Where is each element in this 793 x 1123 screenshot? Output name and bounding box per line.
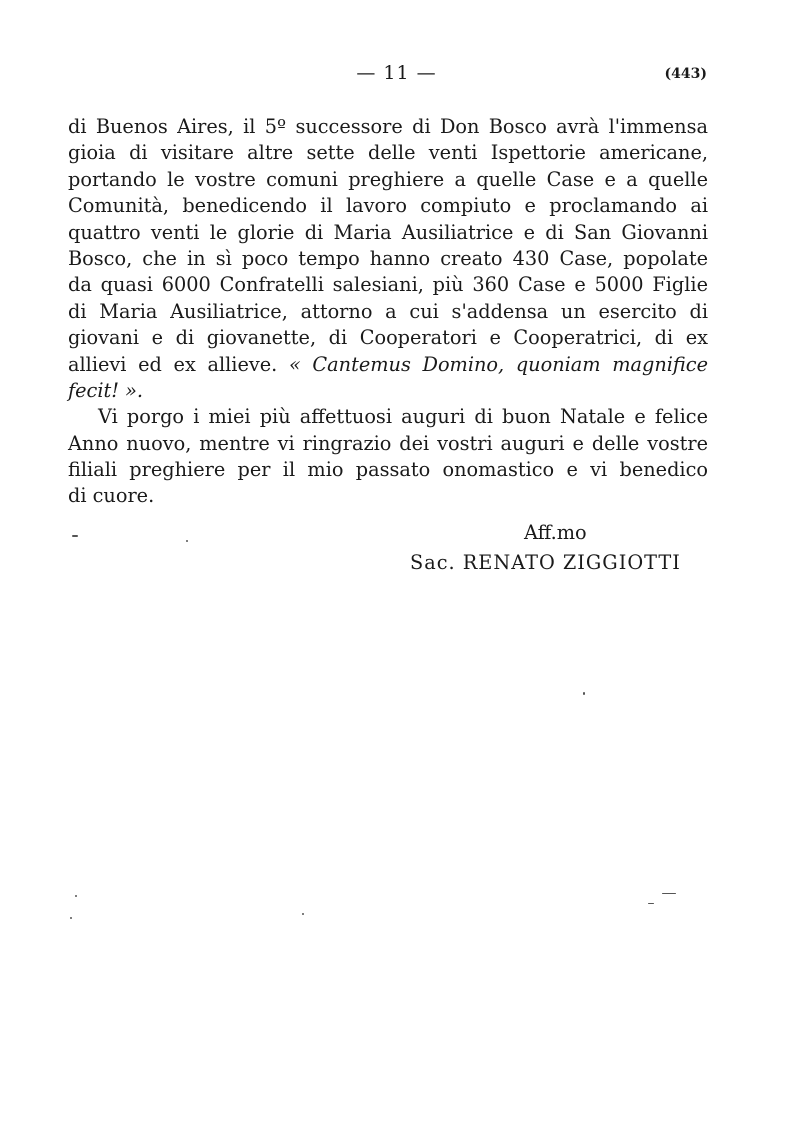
text-line: da quasi 6000 Confratelli salesiani, più 360 Case e 5000 Figlie: [68, 273, 708, 297]
folio-number: (443): [664, 66, 707, 82]
scan-speck: [186, 540, 188, 542]
plain-text: allievi ed ex allieve.: [68, 352, 278, 376]
closing-salutation: Aff.mo: [524, 521, 587, 544]
text-line-mixed: [68, 352, 708, 378]
paragraph-1: [68, 114, 708, 404]
text-line: Bosco, che in sì poco tempo hanno creato 430 Case, popolate: [68, 246, 708, 270]
scan-speck: [662, 893, 676, 894]
page-number: — 11 —: [356, 62, 437, 84]
scan-speck: [75, 895, 77, 897]
page-header: [0, 62, 793, 92]
text-line: di Buenos Aires, il 5º successore di Don Bosco avrà l'immensa: [68, 115, 708, 138]
text-line: filiali preghiere per il mio passato onomastico e vi benedico: [68, 458, 708, 482]
text-line: quattro venti le glorie di Maria Ausiliatrice e di San Giovanni: [68, 220, 708, 244]
text-line: Vi porgo i miei più affettuosi auguri di buon Natale e felice: [98, 405, 708, 429]
text-line: Anno nuovo, mentre vi ringrazio dei vostri auguri e delle vostre: [68, 431, 708, 455]
letter-body: [68, 114, 708, 510]
latin-quote-start: « Cantemus Domino, quoniam magnifice: [288, 352, 708, 376]
scan-speck: [302, 913, 304, 915]
text-line: di cuore.: [68, 484, 155, 508]
text-line: Comunità, benedicendo il lavoro compiuto e proclamando ai: [68, 194, 708, 218]
paragraph-2: [68, 404, 708, 510]
scan-speck: [648, 903, 654, 904]
text-line: giovani e di giovanette, di Cooperatori e Cooperatrici, di ex: [68, 326, 708, 350]
latin-quote-end: fecit! ».: [68, 378, 144, 402]
text-line: di Maria Ausiliatrice, attorno a cui s'addensa un esercito di: [68, 299, 708, 323]
text-line: gioia di visitare altre sette delle venti Ispettorie americane,: [68, 141, 708, 165]
scan-speck: [72, 535, 78, 537]
scan-speck: [583, 692, 585, 695]
signature-name: Sac. RENATO ZIGGIOTTI: [410, 551, 681, 574]
scan-speck: [70, 917, 72, 919]
text-line: portando le vostre comuni preghiere a quelle Case e a quelle: [68, 167, 708, 191]
